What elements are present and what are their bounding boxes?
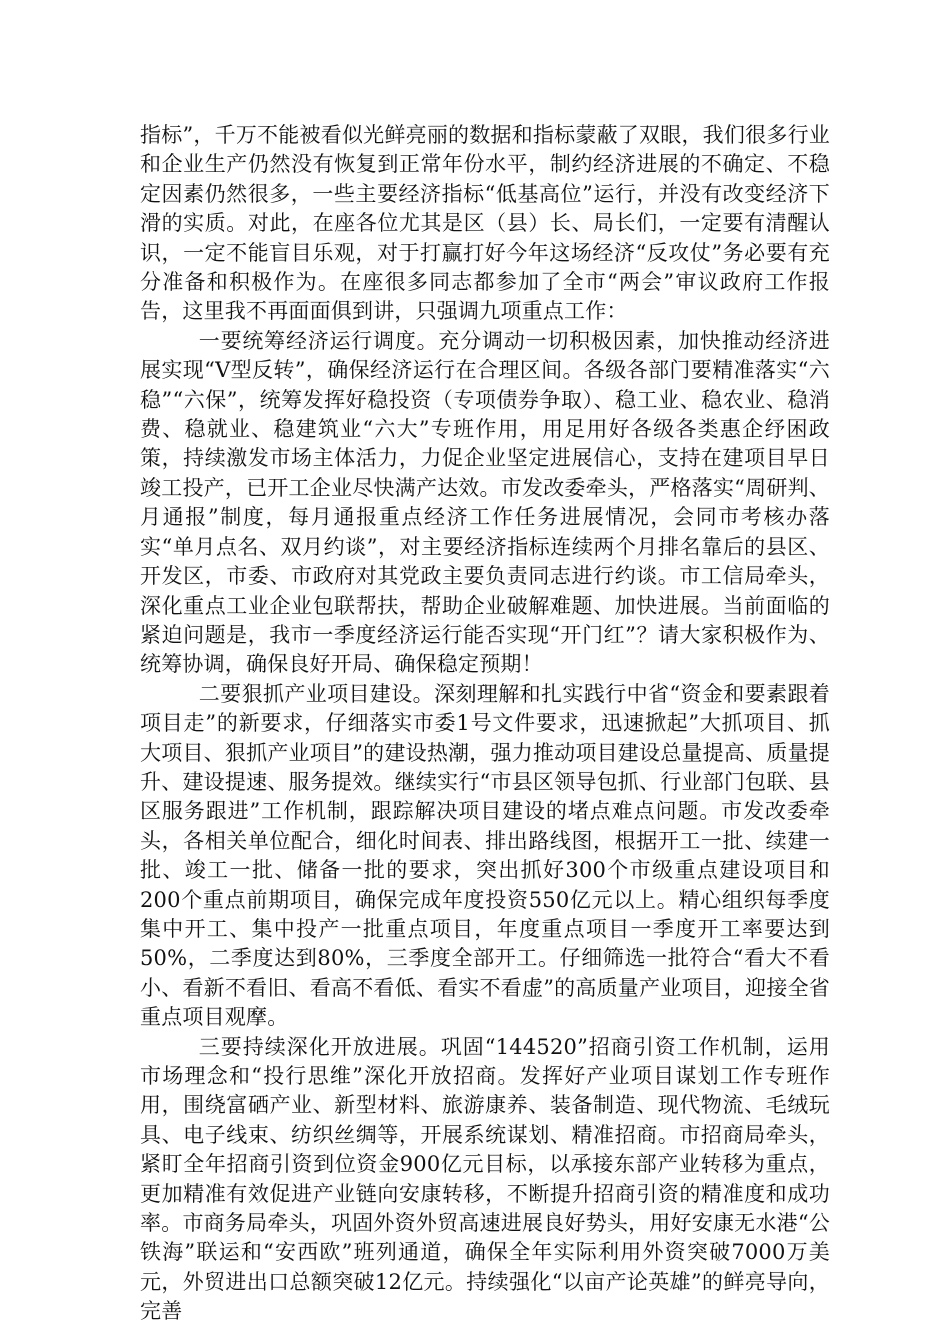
paragraph-economic-operation: 一要统筹经济运行调度。充分调动一切积极因素，加快推动经济进展实现“V型反转”，确保经济运行在合理区间。各级各部门要精准落实“六稳”“六保”，统筹发挥好稳投资（专项债券争取）、稳工业、稳农业、稳消费、稳就业、稳建筑业“六大”专班作用，用足用好各级各类惠企纾困政策，持续激发市场主体活力，力促企业坚定进展信心，支持在建项目早日竣工投产，已开工企业尽快满产达效。市发改委牵头，严格落实“周研判、月通报”制度，每月通报重点经济工作任务进展情况，会同市考核办落实“单月点名、双月约谈”，对主要经济指标连续两个月排名靠后的县区、开发区，市委、市政府对其党政主要负责同志进行约谈。市工信局牵头，深化重点工业企业包联帮扶，帮助企业破解难题、加快进展。当前面临的紧迫问题是，我市一季度经济运行能否实现“开门红”？请大家积极作为、统筹协调，确保良好开局、确保稳定预期！ [140, 328, 830, 677]
document-body [140, 121, 830, 1327]
paragraph-continuation: 指标”，千万不能被看似光鲜亮丽的数据和指标蒙蔽了双眼，我们很多行业和企业生产仍然没有恢复到正常年份水平，制约经济进展的不确定、不稳定因素仍然很多，一些主要经济指标“低基高位”运行，并没有改变经济下滑的实质。对此，在座各位尤其是区（县）长、局长们，一定要有清醒认识，一定不能盲目乐观，对于打赢打好今年这场经济“反攻仗”务必要有充分准备和积极作为。在座很多同志都参加了全市“两会”审议政府工作报告，这里我不再面面俱到讲，只强调九项重点工作： [140, 123, 830, 324]
paragraph-opening-up: 三要持续深化开放进展。巩固“144520”招商引资工作机制，运用市场理念和“投行思维”深化开放招商。发挥好产业项目谋划工作专班作用，围绕富硒产业、新型材料、旅游康养、装备制造、现代物流、毛绒玩具、电子线束、纺织丝绸等，开展系统谋划、精准招商。市招商局牵头，紧盯全年招商引资到位资金900亿元目标，以承接东部产业转移为重点，更加精准有效促进产业链向安康转移，不断提升招商引资的精准度和成功率。市商务局牵头，巩固外资外贸高速进展良好势头，用好安康无水港“公铁海”联运和“安西欧”班列通道，确保全年实际利用外资突破7000万美元，外贸进出口总额突破12亿元。持续强化“以亩产论英雄”的鲜亮导向，完善 [140, 1034, 830, 1324]
paragraph-industrial-projects: 二要狠抓产业项目建设。深刻理解和扎实践行中省“资金和要素跟着项目走”的新要求，仔细落实市委1号文件要求，迅速掀起”大抓项目、抓大项目、狠抓产业项目”的建设热潮，强力推动项目建设总量提高、质量提升、建设提速、服务提效。继续实行“市县区领导包抓、行业部门包联、县区服务跟进”工作机制，跟踪解决项目建设的堵点难点问题。市发改委牵头，各相关单位配合，细化时间表、排出路线图，根据开工一批、续建一批、竣工一批、储备一批的要求，突出抓好300个市级重点建设项目和200个重点前期项目，确保完成年度投资550亿元以上。精心组织每季度集中开工、集中投产一批重点项目，年度重点项目一季度开工率要达到50%，二季度达到80%，三季度全部开工。仔细筛选一批符合“看大不看小、看新不看旧、看高不看低、看实不看虚”的高质量产业项目，迎接全省重点项目观摩。 [140, 681, 830, 1030]
